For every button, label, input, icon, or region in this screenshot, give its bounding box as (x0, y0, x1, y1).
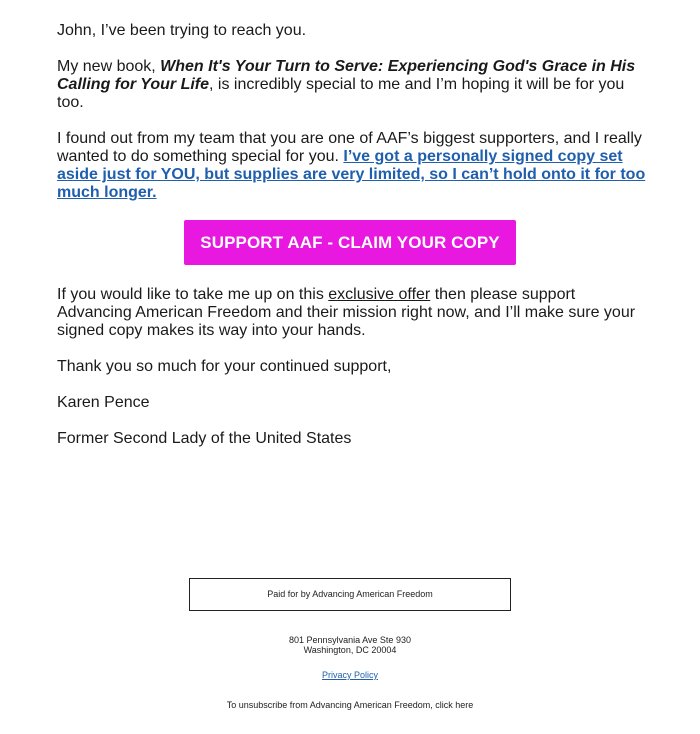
mailing-address (0, 635, 700, 655)
privacy-container (0, 670, 700, 680)
offer-paragraph (57, 286, 647, 340)
book-intro-text: My new book, (57, 58, 161, 75)
supporter-paragraph (57, 130, 647, 202)
signature-title: Former Second Lady of the United States (57, 430, 352, 447)
book-paragraph (57, 58, 647, 112)
paid-for-disclaimer: Paid for by Advancing American Freedom (189, 578, 511, 611)
offer-intro-text: If you would like to take me up on this (57, 286, 329, 303)
privacy-policy-link[interactable]: Privacy Policy (321, 670, 378, 680)
offer-paragraph-rest: then please support Advancing American Freedom and their mission right now, and I’ll make sure your signed copy makes its way into your hands. (57, 286, 636, 339)
book-paragraph-rest: , is incredibly special to me and I’m hoping it will be for you too. (57, 76, 625, 111)
email-body (57, 22, 647, 466)
unsubscribe-link[interactable]: To unsubscribe from Advancing American Freedom, click here (226, 700, 474, 710)
supporter-text: I found out from my team that you are one of AAF’s biggest supporters, and I really wanted to do something special for you. (57, 130, 642, 165)
address-line-1: 801 Pennsylvania Ave Ste 930 (289, 635, 411, 645)
signature-name: Karen Pence (57, 394, 150, 411)
cta-container (57, 220, 647, 265)
closing-line: Thank you so much for your continued support, (57, 358, 392, 375)
book-title: When It's Your Turn to Serve: Experiencing God's Grace in His Calling for Your Life (57, 58, 636, 93)
greeting: John, I’ve been trying to reach you. (57, 22, 307, 39)
address-line-2: Washington, DC 20004 (303, 645, 397, 655)
exclusive-offer-link[interactable]: exclusive offer (328, 286, 431, 303)
claim-copy-button[interactable]: SUPPORT AAF - CLAIM YOUR COPY (184, 220, 516, 265)
signed-copy-link[interactable]: I’ve got a personally signed copy set aside just for YOU, but supplies are very limited, so I can’t hold onto it for too much longer. (57, 148, 646, 201)
